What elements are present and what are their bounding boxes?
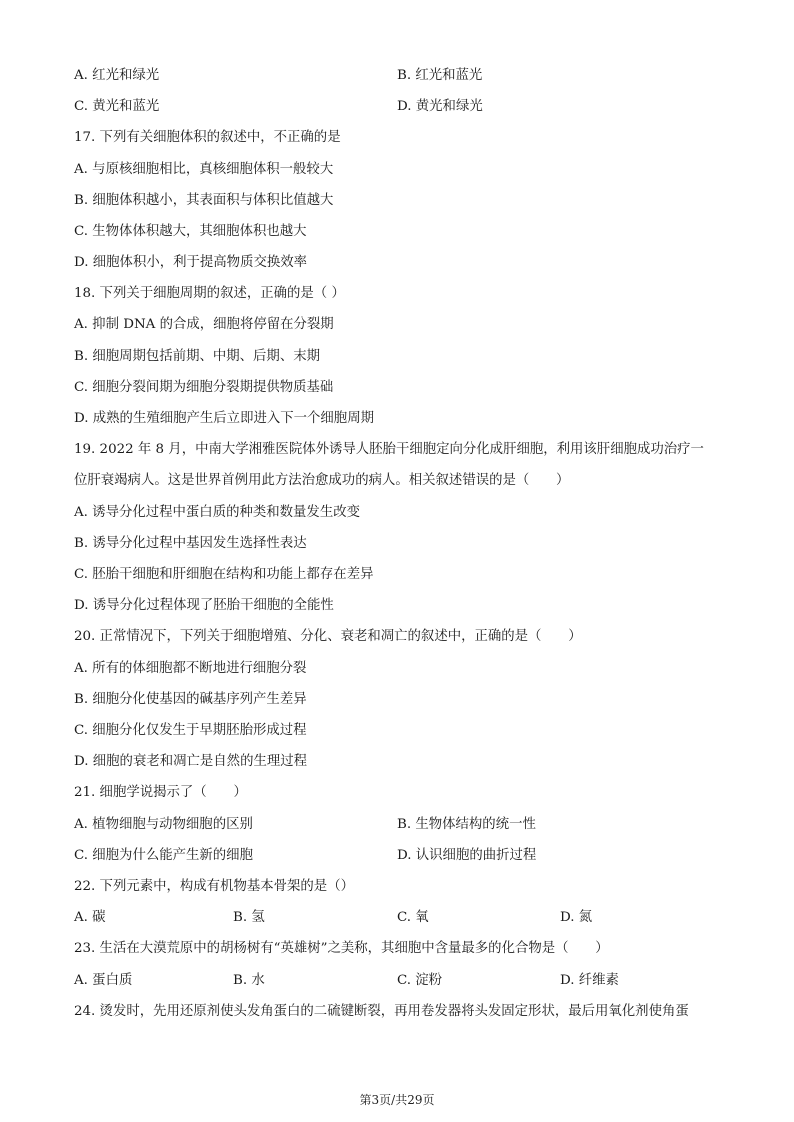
q21-option-b: B. 生物体结构的统一性 xyxy=(397,817,536,832)
q17-option-a: A. 与原核细胞相比，真核细胞体积一般较大 xyxy=(74,162,334,177)
q22-option-a: A. 碳 xyxy=(74,910,106,925)
q19-option-d: D. 诱导分化过程体现了胚胎干细胞的全能性 xyxy=(74,598,334,613)
q23-option-c: C. 淀粉 xyxy=(397,973,443,988)
q22-option-c: C. 氧 xyxy=(397,910,429,925)
q22-options-row xyxy=(74,908,724,928)
q21-options-row2 xyxy=(74,846,724,866)
q16-option-c: C. 黄光和蓝光 xyxy=(74,99,160,114)
q19-stem-line2: 位肝衰竭病人。这是世界首例用此方法治愈成功的病人。相关叙述错误的是（ ） xyxy=(74,473,570,488)
q17-option-c: C. 生物体体积越大，其细胞体积也越大 xyxy=(74,224,307,239)
q23-option-a: A. 蛋白质 xyxy=(74,973,133,988)
q16-options-row2 xyxy=(74,97,724,117)
q22-option-d: D. 氮 xyxy=(560,910,593,925)
q19-stem-line1: 19. 2022 年 8 月，中南大学湘雅医院体外诱导人胚胎干细胞定向分化成肝细胞，利用该肝细胞成功治疗一 xyxy=(74,442,704,457)
q17-option-d: D. 细胞体积小，利于提高物质交换效率 xyxy=(74,255,308,270)
q24-stem-line1: 24. 烫发时，先用还原剂使头发角蛋白的二硫键断裂，再用卷发器将头发固定形状，最后用氧化剂使角蛋 xyxy=(74,1004,689,1019)
q22-option-b: B. 氢 xyxy=(233,910,265,925)
q23-option-d: D. 纤维素 xyxy=(560,973,619,988)
q18-option-b: B. 细胞周期包括前期、中期、后期、末期 xyxy=(74,349,320,364)
q21-option-a: A. 植物细胞与动物细胞的区别 xyxy=(74,817,253,832)
q21-option-c: C. 细胞为什么能产生新的细胞 xyxy=(74,848,253,863)
q17-option-b: B. 细胞体积越小，其表面积与体积比值越大 xyxy=(74,193,334,208)
q21-options-row1 xyxy=(74,815,724,835)
q23-stem: 23. 生活在大漠荒原中的胡杨树有“英雄树”之美称，其细胞中含量最多的化合物是（ ） xyxy=(74,941,609,956)
q20-option-c: C. 细胞分化仅发生于早期胚胎形成过程 xyxy=(74,723,307,738)
q23-option-b: B. 水 xyxy=(233,973,265,988)
q20-stem: 20. 正常情况下，下列关于细胞增殖、分化、衰老和凋亡的叙述中，正确的是（ ） xyxy=(74,629,582,644)
q16-options-row1 xyxy=(74,66,724,86)
q18-stem: 18. 下列关于细胞周期的叙述，正确的是（ ） xyxy=(74,286,345,301)
q20-option-b: B. 细胞分化使基因的碱基序列产生差异 xyxy=(74,692,307,707)
q16-option-b: B. 红光和蓝光 xyxy=(397,68,483,83)
q18-option-c: C. 细胞分裂间期为细胞分裂期提供物质基础 xyxy=(74,380,334,395)
q20-option-d: D. 细胞的衰老和凋亡是自然的生理过程 xyxy=(74,754,308,769)
page-number: 第3页/共29页 xyxy=(359,1093,435,1107)
q22-stem: 22. 下列元素中，构成有机物基本骨架的是（） xyxy=(74,879,354,894)
q19-option-c: C. 胚胎干细胞和肝细胞在结构和功能上都存在差异 xyxy=(74,567,374,582)
q19-option-a: A. 诱导分化过程中蛋白质的种类和数量发生改变 xyxy=(74,505,360,520)
q21-stem: 21. 细胞学说揭示了（ ） xyxy=(74,785,247,800)
q19-option-b: B. 诱导分化过程中基因发生选择性表达 xyxy=(74,536,307,551)
q18-option-a: A. 抑制 DNA 的合成，细胞将停留在分裂期 xyxy=(74,317,334,332)
q16-option-d: D. 黄光和绿光 xyxy=(397,99,483,114)
q17-stem: 17. 下列有关细胞体积的叙述中，不正确的是 xyxy=(74,130,341,145)
q21-option-d: D. 认识细胞的曲折过程 xyxy=(397,848,537,863)
q16-option-a: A. 红光和绿光 xyxy=(74,68,160,83)
q23-options-row xyxy=(74,971,724,991)
q20-option-a: A. 所有的体细胞都不断地进行细胞分裂 xyxy=(74,661,307,676)
q18-option-d: D. 成熟的生殖细胞产生后立即进入下一个细胞周期 xyxy=(74,411,374,426)
